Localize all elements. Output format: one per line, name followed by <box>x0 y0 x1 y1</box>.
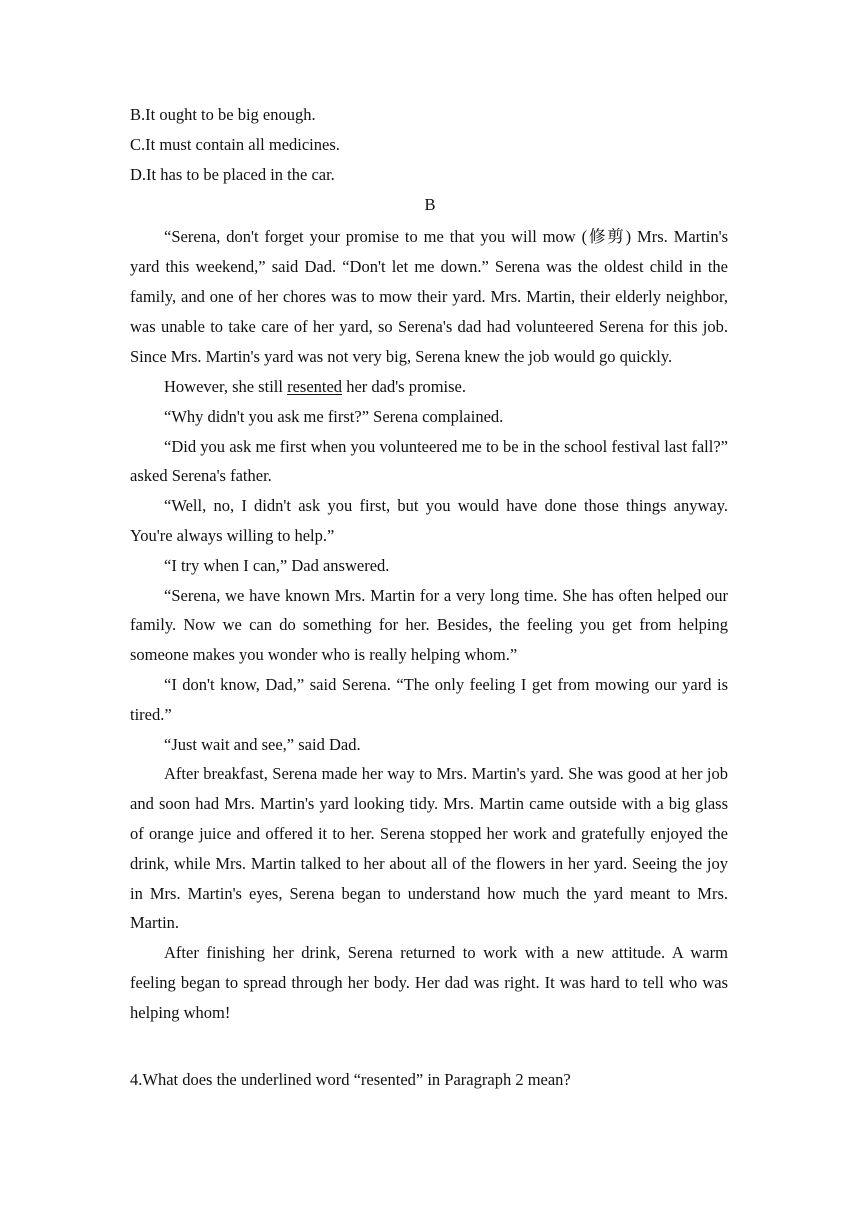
paragraph-10: After breakfast, Serena made her way to Mrs. Martin's yard. She was good at her job and soon had Mrs. Martin's yard looking tidy. Mrs. Martin came outside with a big glass of orange juice and offered it to her. Serena stopped her work and gratefully enjoyed the drink, while Mrs. Martin talked to her about all of the flowers in her yard. Seeing the joy in Mrs. Martin's eyes, Serena began to understand how much the yard meant to Mrs. Martin. <box>130 764 728 933</box>
option-b: B.It ought to be big enough. <box>130 105 316 124</box>
paragraph-6: “I try when I can,” Dad answered. <box>164 555 390 575</box>
paragraph-11: After finishing her drink, Serena returned to work with a new attitude. A warm feeling began to spread through her body. Her dad was right. It was hard to tell who was helping whom! <box>130 943 728 1022</box>
section-title: B <box>424 195 436 214</box>
paragraph-2-text-before: However, she still <box>164 377 288 396</box>
option-c: C.It must contain all medicines. <box>130 135 340 154</box>
paragraph-9: “Just wait and see,” said Dad. <box>164 734 361 754</box>
paragraph-8: “I don't know, Dad,” said Serena. “The only feeling I get from mowing our yard is tired.” <box>130 674 728 724</box>
paragraph-2 <box>130 372 728 402</box>
paragraph-7: “Serena, we have known Mrs. Martin for a very long time. She has often helped our family. Now we can do something for her. Besides, the feeling you get from helping someone makes you wonder who is really helping whom.” <box>130 585 728 665</box>
paragraph-4: “Did you ask me first when you volunteered me to be in the school festival last fall?” asked Serena's father. <box>130 436 728 486</box>
paragraph-3: “Why didn't you ask me first?” Serena complained. <box>164 406 504 426</box>
question-4: 4.What does the underlined word “resented” in Paragraph 2 mean? <box>130 1070 571 1089</box>
paragraph-1: “Serena, don't forget your promise to me that you will mow (修剪) Mrs. Martin's yard this weekend,” said Dad. “Don't let me down.” Serena was the oldest child in the family, and one of her chores was to mow their yard. Mrs. Martin, their elderly neighbor, was unable to take care of her yard, so Serena's dad had volunteered Serena for this job. Since Mrs. Martin's yard was not very big, Serena knew the job would go quickly. <box>130 227 728 366</box>
paragraph-5: “Well, no, I didn't ask you first, but you would have done those things anyway. You're always willing to help.” <box>130 496 728 545</box>
option-d: D.It has to be placed in the car. <box>130 165 335 184</box>
reading-passage <box>130 222 728 1028</box>
paragraph-2-text-after: her dad's promise. <box>342 377 467 396</box>
underlined-word: resented <box>287 377 343 396</box>
